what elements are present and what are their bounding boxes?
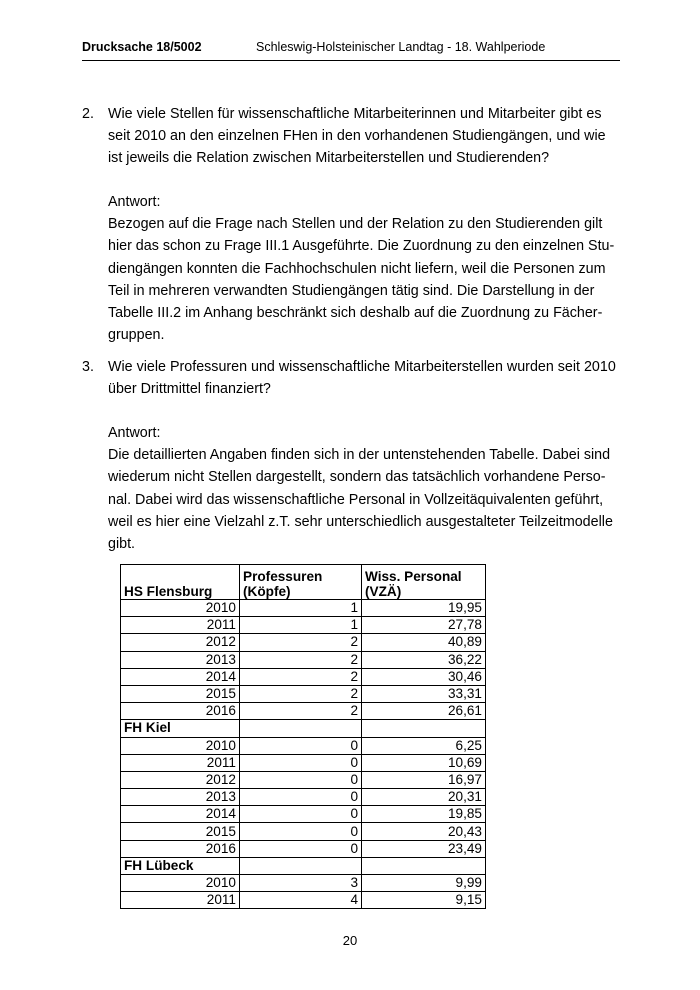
wiss-personal-cell: 20,43: [362, 823, 486, 840]
professuren-cell: 2: [240, 651, 362, 668]
wiss-personal-cell: 40,89: [362, 634, 486, 651]
table-row: [121, 651, 486, 668]
wiss-personal-cell: 6,25: [362, 737, 486, 754]
text-line: seit 2010 an den einzelnen FHen in den vorhandenen Studiengängen, und wie: [108, 128, 606, 145]
table-row: [121, 823, 486, 840]
text-line: ist jeweils die Relation zwischen Mitarbeiterstellen und Studierenden?: [108, 150, 550, 167]
kiel-rows: [121, 737, 486, 857]
header-line: Wiss. Personal: [365, 569, 462, 584]
group-row-luebeck: [121, 857, 486, 874]
year-cell: 2015: [121, 823, 240, 840]
text-line: wiederum nicht Stellen dargestellt, sondern das tatsächlich vorhandene Perso-: [108, 469, 606, 486]
professuren-cell: 2: [240, 668, 362, 685]
table-row: [121, 806, 486, 823]
wiss-personal-cell: 10,69: [362, 754, 486, 771]
table-row: [121, 668, 486, 685]
table-row: [121, 617, 486, 634]
table-row: [121, 789, 486, 806]
table-row: [121, 771, 486, 788]
empty-cell: [240, 720, 362, 737]
year-cell: 2011: [121, 754, 240, 771]
professuren-cell: 2: [240, 703, 362, 720]
text-line: diengängen konnten die Fachhochschulen nicht liefern, weil die Personen zum: [108, 260, 606, 277]
question-number: 3.: [82, 359, 94, 375]
year-cell: 2011: [121, 892, 240, 909]
professuren-cell: 0: [240, 789, 362, 806]
header-cell-professuren: [240, 565, 362, 600]
flensburg-rows: [121, 600, 486, 720]
funding-table: [120, 564, 486, 909]
wiss-personal-cell: 36,22: [362, 651, 486, 668]
professuren-cell: 0: [240, 771, 362, 788]
text-line: Bezogen auf die Frage nach Stellen und der Relation zu den Studierenden gilt: [108, 216, 603, 233]
table-row: [121, 634, 486, 651]
answer-3: [108, 422, 613, 555]
year-cell: 2015: [121, 685, 240, 702]
wiss-personal-cell: 20,31: [362, 789, 486, 806]
table-row: [121, 685, 486, 702]
year-cell: 2016: [121, 703, 240, 720]
wiss-personal-cell: 27,78: [362, 617, 486, 634]
professuren-cell: 1: [240, 600, 362, 617]
text-line: Die detaillierten Angaben finden sich in der untenstehenden Tabelle. Dabei sind: [108, 447, 611, 464]
professuren-cell: 3: [240, 875, 362, 892]
question-text: [108, 103, 618, 170]
wiss-personal-cell: 19,95: [362, 600, 486, 617]
answer-label: Antwort:: [108, 194, 161, 210]
text-line: hier das schon zu Frage III.1 Ausgeführte. Die Zuordnung zu den einzelnen Stu-: [108, 238, 615, 255]
group-label: FH Lübeck: [121, 857, 240, 874]
wiss-personal-cell: 16,97: [362, 771, 486, 788]
wiss-personal-cell: 9,15: [362, 892, 486, 909]
professuren-cell: 1: [240, 617, 362, 634]
text-line: Teil in mehreren verwandten Studiengängen tätig sind. Die Darstellung in der: [108, 282, 595, 299]
professuren-cell: 0: [240, 840, 362, 857]
table-row: [121, 754, 486, 771]
text-line: Wie viele Stellen für wissenschaftliche Mitarbeiterinnen und Mitarbeiter gibt es: [108, 106, 602, 122]
wiss-personal-cell: 30,46: [362, 668, 486, 685]
year-cell: 2010: [121, 737, 240, 754]
professuren-cell: 0: [240, 754, 362, 771]
professuren-cell: 4: [240, 892, 362, 909]
empty-cell: [362, 720, 486, 737]
year-cell: 2014: [121, 668, 240, 685]
header-cell-institution: HS Flensburg: [121, 565, 240, 600]
text-line: weil es hier eine Vielzahl z.T. sehr unterschiedlich ausgestalteter Teilzeitmodelle: [108, 513, 613, 530]
wiss-personal-cell: 19,85: [362, 806, 486, 823]
year-cell: 2010: [121, 875, 240, 892]
parliament-title: Schleswig-Holsteinischer Landtag - 18. Wahlperiode: [256, 40, 546, 54]
table-row: [121, 600, 486, 617]
group-label: FH Kiel: [121, 720, 240, 737]
year-cell: 2014: [121, 806, 240, 823]
table-row: [121, 840, 486, 857]
group-row-kiel: [121, 720, 486, 737]
professuren-cell: 2: [240, 685, 362, 702]
table-header-row: [121, 565, 486, 600]
wiss-personal-cell: 26,61: [362, 703, 486, 720]
year-cell: 2016: [121, 840, 240, 857]
table-row: [121, 737, 486, 754]
header-line: Professuren: [243, 569, 323, 584]
year-cell: 2011: [121, 617, 240, 634]
doc-number: Drucksache 18/5002: [82, 40, 202, 54]
table-row: [121, 892, 486, 909]
empty-cell: [240, 857, 362, 874]
header-cell-wiss-personal: [362, 565, 486, 600]
page-number: 20: [342, 933, 358, 948]
professuren-cell: 2: [240, 634, 362, 651]
year-cell: 2013: [121, 651, 240, 668]
text-line: nal. Dabei wird das wissenschaftliche Personal in Vollzeitäquivalenten geführt,: [108, 491, 604, 508]
text-line: Wie viele Professuren und wissenschaftliche Mitarbeiterstellen wurden seit 2010: [108, 359, 616, 375]
question-number: 2.: [82, 106, 94, 122]
year-cell: 2012: [121, 634, 240, 651]
header-line: (Köpfe): [243, 584, 291, 599]
page-header: [82, 38, 620, 61]
professuren-cell: 0: [240, 806, 362, 823]
table-row: [121, 703, 486, 720]
answer-2: [108, 191, 614, 346]
table-row: [121, 875, 486, 892]
text-line: gibt.: [108, 536, 136, 553]
wiss-personal-cell: 33,31: [362, 685, 486, 702]
header-line: (VZÄ): [365, 584, 402, 599]
answer-label: Antwort:: [108, 425, 161, 441]
text-line: über Drittmittel finanziert?: [108, 381, 271, 398]
year-cell: 2013: [121, 789, 240, 806]
wiss-personal-cell: 23,49: [362, 840, 486, 857]
question-text: [108, 356, 618, 400]
year-cell: 2012: [121, 771, 240, 788]
text-line: gruppen.: [108, 327, 165, 344]
year-cell: 2010: [121, 600, 240, 617]
empty-cell: [362, 857, 486, 874]
professuren-cell: 0: [240, 737, 362, 754]
wiss-personal-cell: 9,99: [362, 875, 486, 892]
professuren-cell: 0: [240, 823, 362, 840]
text-line: Tabelle III.2 im Anhang beschränkt sich deshalb auf die Zuordnung zu Fächer-: [108, 305, 603, 322]
luebeck-rows: [121, 875, 486, 909]
